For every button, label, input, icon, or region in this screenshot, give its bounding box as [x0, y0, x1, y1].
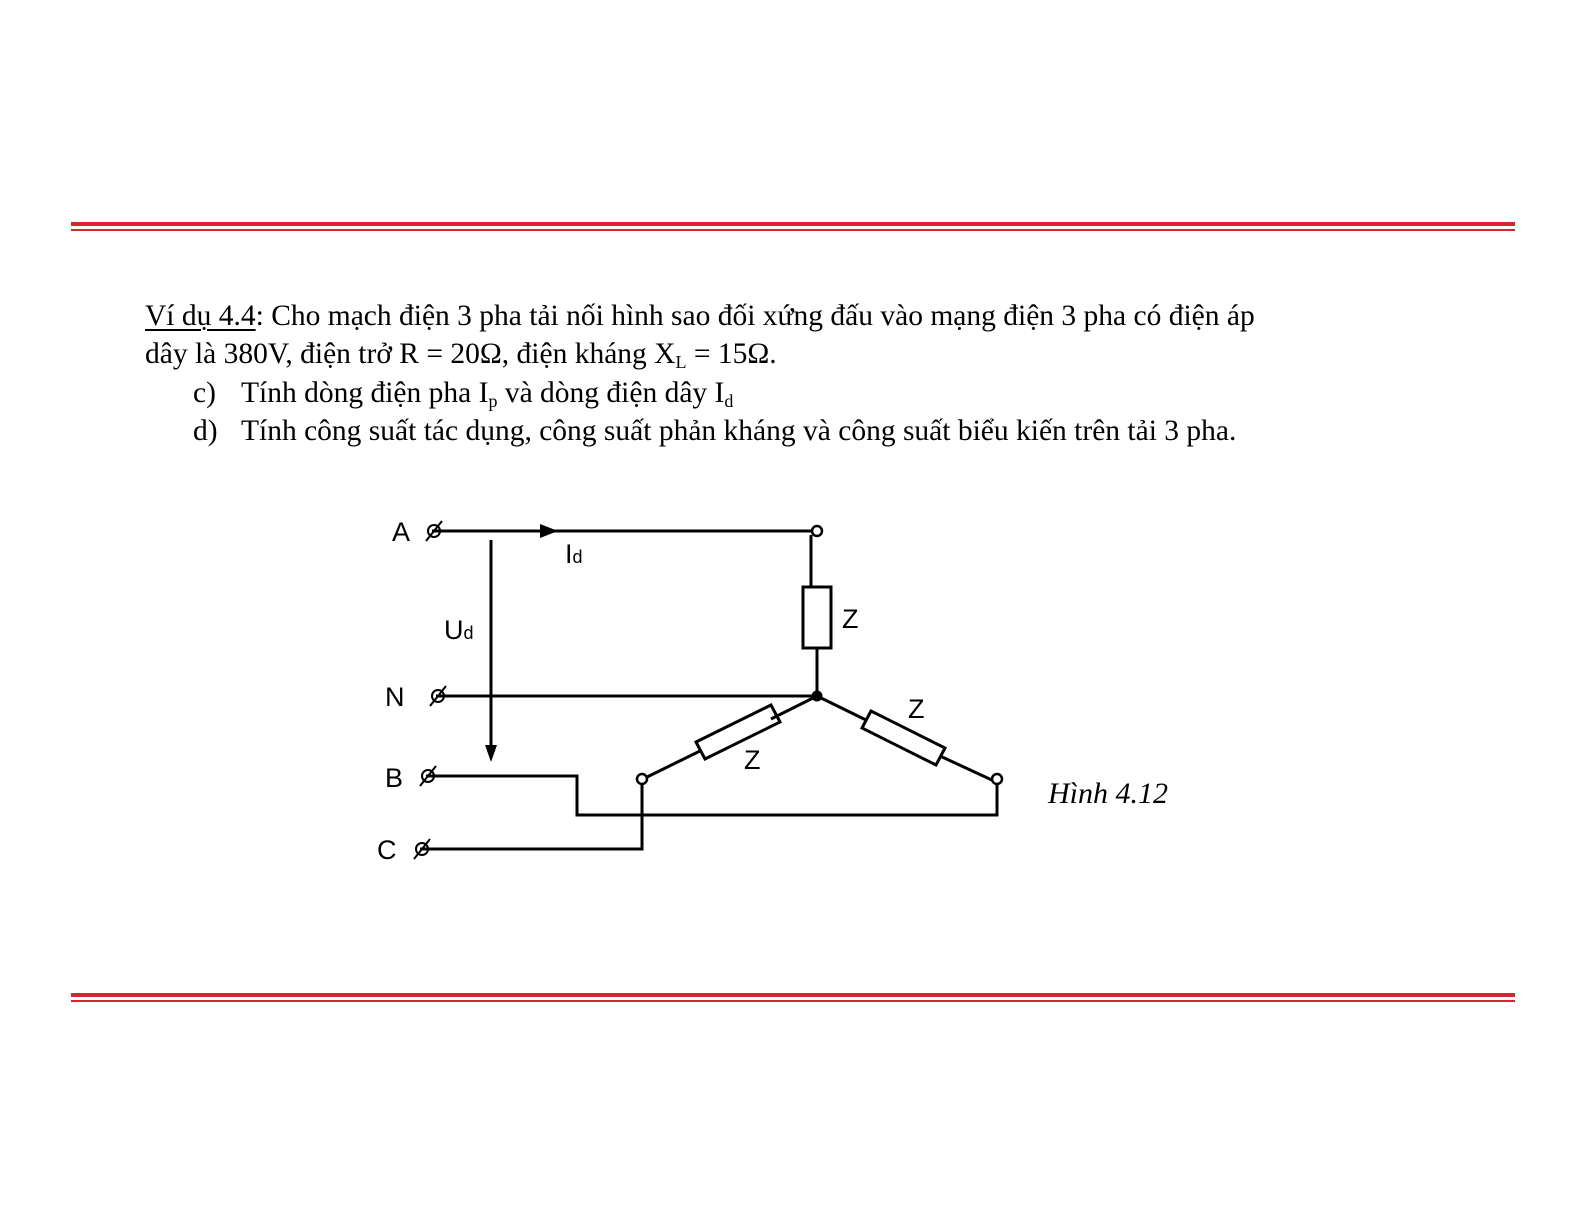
question-d-text: Tính công suất tác dụng, công suất phản kháng và công suất biểu kiến trên tải 3 pha.: [241, 415, 1237, 447]
star-node: [812, 691, 823, 702]
right-branch-wire-upper: [817, 696, 866, 720]
terminal-n-symbol: [430, 686, 446, 706]
left-branch-wire-lower: [645, 751, 700, 778]
impedance-left-resistor: [696, 705, 780, 759]
top-node-terminal: [812, 526, 822, 536]
impedance-left-label: Z: [744, 745, 761, 775]
impedance-top-label: Z: [842, 604, 859, 634]
impedance-right-label: Z: [908, 694, 925, 724]
question-c-text-1: Tính dòng điện pha I: [241, 377, 489, 409]
impedance-right-resistor: [862, 711, 945, 765]
problem-statement-part-3: = 15Ω.: [686, 338, 777, 370]
bottom-red-rule: [71, 993, 1515, 1002]
terminal-c-label: C: [377, 835, 397, 865]
current-label-sub: d: [572, 547, 583, 567]
question-c-text-2: và dòng điện dây I: [497, 377, 725, 409]
phase-current-subscript: p: [488, 391, 498, 411]
question-c-marker: c): [193, 377, 216, 409]
terminal-c-symbol: [414, 839, 430, 859]
terminal-b-label: B: [385, 763, 404, 793]
current-label-main: I: [565, 539, 573, 569]
current-label: [565, 539, 583, 569]
line-current-subscript: d: [724, 391, 734, 411]
example-heading: Ví dụ 4.4: [145, 300, 256, 332]
problem-statement-part-1: : Cho mạch điện 3 pha tải nối hình sao đối xứng đấu vào mạng điện 3 pha có điện áp: [255, 300, 1255, 332]
left-node-terminal: [637, 774, 647, 784]
voltage-label-sub: d: [463, 623, 474, 643]
current-arrow-head: [540, 524, 558, 538]
question-d-marker: d): [193, 415, 218, 447]
problem-statement-part-2: dây là 380V, điện trở R = 20Ω, điện kháng X: [145, 338, 676, 370]
voltage-arrow-head: [485, 745, 497, 762]
reactance-subscript: L: [675, 352, 687, 372]
impedance-top-resistor: [803, 587, 831, 648]
right-node-terminal: [992, 774, 1002, 784]
voltage-label: [444, 615, 474, 645]
line-b-wire: [426, 776, 997, 815]
terminal-a-symbol: [426, 521, 442, 541]
terminal-n-label: N: [385, 682, 405, 712]
terminal-a-label: A: [392, 517, 411, 547]
figure-caption: Hình 4.12: [1048, 777, 1168, 810]
terminal-b-symbol: [420, 766, 436, 786]
voltage-label-main: U: [444, 615, 464, 645]
right-branch-wire-lower: [940, 756, 994, 781]
